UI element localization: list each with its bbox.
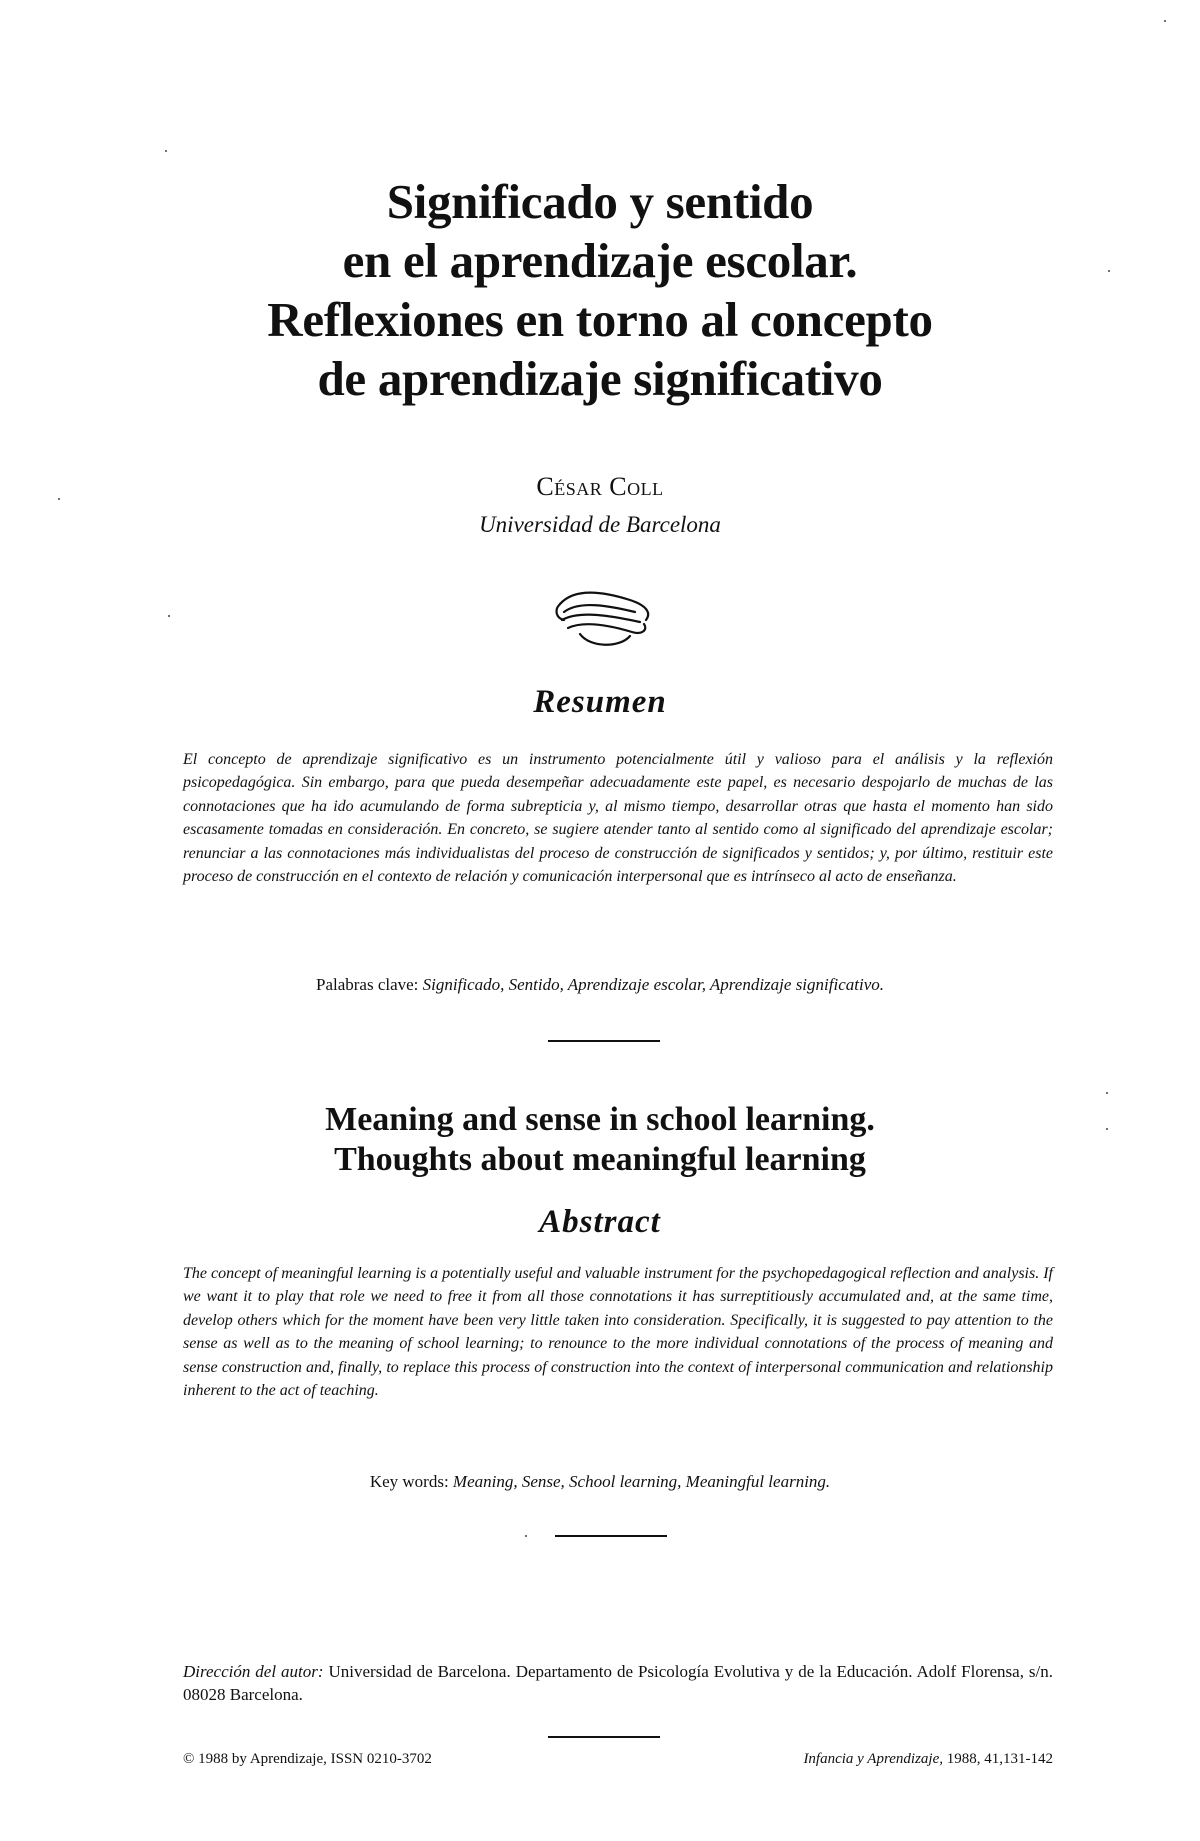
scan-speck (525, 1535, 527, 1537)
footer-divider (548, 1736, 660, 1738)
citation-details: 1988, 41,131-142 (946, 1751, 1053, 1767)
scan-speck (168, 615, 170, 617)
section-divider-1 (548, 1040, 660, 1042)
resumen-text: El concepto de aprendizaje significativo es un instrumento potencialmente útil y valioso para el análisis y la reflexión psicopedagógica. Sin embargo, para que pueda desempeñar adecuadamente este papel, es necesario despojarlo de muchas de las connotaciones que ha ido acumulando de forma subrepticia y, al mismo tiempo, desarrollar otras que hasta el momento han sido escasamente tomadas en consideración. En concreto, se sugiere atender tanto al sentido como al significado del aprendizaje escolar; renunciar a las connotaciones más individualistas del proceso de construcción de significados y sentidos; y, por último, restituir este proceso de construcción en el contexto de relación y comunicación interpersonal que es intrínseco al acto de enseñanza. (183, 751, 1053, 886)
author-affiliation: Universidad de Barcelona (479, 512, 721, 537)
spanish-title-line-2: en el aprendizaje escolar. (342, 233, 858, 288)
abstract-text: The concept of meaningful learning is a potentially useful and valuable instrument for the psychopedagogical reflection and analysis. If we want it to play that role we need to free it from all those connotations it has surreptitiously accumulated and, at the same time, develop others which for the moment have been very little taken into consideration. Specifically, it is suggested to pay attention to the sense as well as to the meaning of school learning; to renounce to the more individual connotations of the process of meaning and sense construction and, finally, to replace this process of construction into the context of interpersonal communication and relationship inherent to the act of teaching. (183, 1265, 1053, 1400)
palabras-clave-label: Palabras clave: (315, 975, 419, 994)
author-address (183, 1660, 1053, 1706)
english-title-line-1: Meaning and sense in school learning. (325, 1101, 875, 1138)
address-label: Dirección del autor: (183, 1662, 324, 1681)
address-text: Universidad de Barcelona. Departamento de Psicología Evolutiva y de la Educación. Adolf Florensa, s/n. 08028 Barcelona. (183, 1662, 1053, 1704)
scan-speck (1164, 20, 1166, 22)
journal-name: Infancia y Aprendizaje, (803, 1751, 943, 1767)
key-words-values: Meaning, Sense, School learning, Meaningful learning. (452, 1472, 831, 1491)
resumen-heading: Resumen (533, 684, 667, 720)
scan-speck (58, 498, 60, 500)
scan-speck (165, 150, 167, 152)
key-words-label: Key words: (369, 1472, 449, 1491)
scan-speck (1108, 270, 1110, 272)
scan-speck (1106, 1128, 1108, 1130)
spanish-title-line-4: de aprendizaje significativo (317, 351, 883, 406)
flourish-ornament-icon (550, 582, 660, 652)
journal-citation (803, 1751, 1053, 1768)
english-title (0, 1100, 1200, 1180)
palabras-clave (0, 975, 1200, 995)
author-name: César Coll (536, 472, 664, 501)
spanish-title-line-3: Reflexiones en torno al concepto (267, 292, 933, 347)
palabras-clave-values: Significado, Sentido, Aprendizaje escolar, Aprendizaje significativo. (422, 975, 884, 994)
copyright-notice: © 1988 by Aprendizaje, ISSN 0210-3702 (183, 1751, 432, 1767)
key-words (0, 1472, 1200, 1492)
section-divider-2 (555, 1535, 667, 1537)
spanish-title (0, 172, 1200, 408)
english-title-line-2: Thoughts about meaningful learning (334, 1141, 866, 1178)
spanish-title-line-1: Significado y sentido (386, 174, 814, 229)
abstract-heading: Abstract (539, 1204, 661, 1240)
scan-speck (1106, 1092, 1108, 1094)
